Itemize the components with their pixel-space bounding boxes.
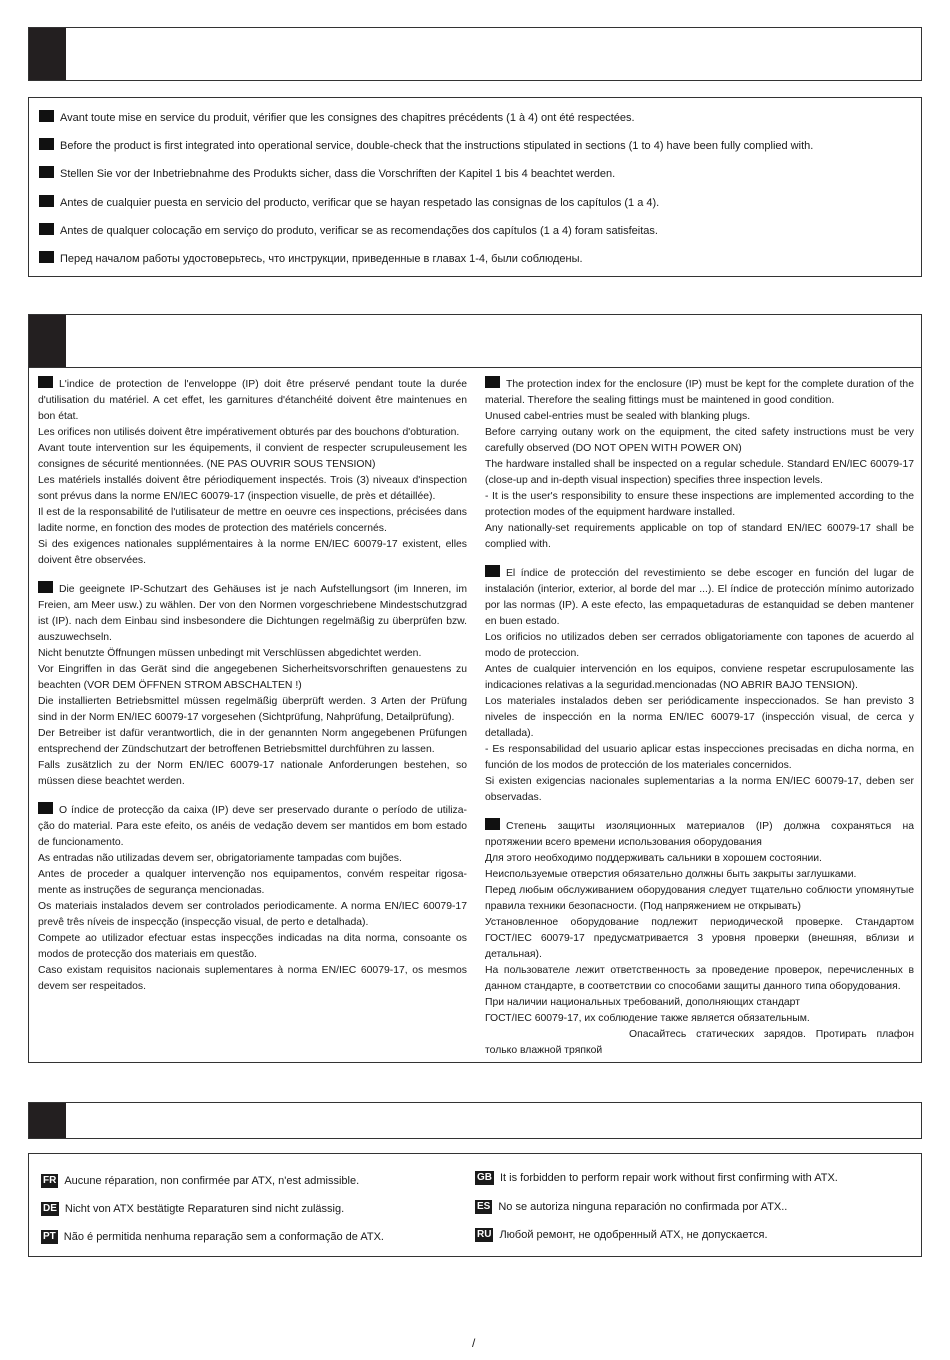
s1-text-fr: Avant toute mise en service du produit, vérifier que les consignes des chapitres précédents (1 à 4) ont été respectées. xyxy=(60,112,635,124)
para-pt xyxy=(38,802,467,995)
para-fr-line: Les matériels installés doivent être périodiquement inspectés. Trois (3) niveaux d'inspection sont prévus dans la norme EN/IEC 60079-17 (inspection visuelle, de près et détaillée). xyxy=(38,475,467,502)
repair-text-pt: Não é permitida nenhuma reparação sem a conformação de ATX. xyxy=(63,1231,384,1243)
bullet-square-icon xyxy=(39,110,54,122)
bullet-square-icon xyxy=(38,802,53,814)
s1-line-de xyxy=(39,164,921,192)
section1-header xyxy=(28,27,922,81)
s1-text-pt: Antes de qualquer colocação em serviço do produto, verificar se as recomendações dos capítulos (1 a 4) foram satisfeitas. xyxy=(60,224,658,237)
para-de-line xyxy=(38,581,467,646)
bullet-square-icon xyxy=(39,166,54,178)
para-es-line xyxy=(485,565,914,630)
para-fr-line: Avant toute intervention sur les équipements, il convient de respecter scrupuleusement les consignes de sécurité mentionnées. (NE PAS OUVRIR SOUS TENSION) xyxy=(38,443,467,470)
lang-badge-de: DE xyxy=(43,1203,57,1214)
para-es-line: Los materiales instalados deben ser periódicamente inspeccionados. Se han previsto 3 niveles de inspección en la norma EN/IEC 60079-17 (inspección visual, de cerca y detallada). xyxy=(485,696,914,739)
para-ru xyxy=(485,818,914,1059)
para-en xyxy=(485,376,914,553)
bullet-square-icon xyxy=(485,565,500,577)
para-es-text: El índice de protección del revestimiento se debe escoger en función del lugar de instalación (interior, exterior, al borde del mar ...). El índice de protección mínimo autorizado por las normas (IP). A este efecto, las empaquetaduras de estanquidad se deben mantener en buen estado. xyxy=(485,568,914,627)
para-en-line: Unused cabel-entries must be sealed with blanking plugs. xyxy=(485,411,751,422)
section3-box xyxy=(28,1153,922,1257)
para-fr xyxy=(38,376,467,569)
para-de xyxy=(38,581,467,790)
bullet-square-icon xyxy=(38,376,53,388)
section2-header xyxy=(28,314,922,368)
repair-text-de: Nicht von ATX bestätigte Reparaturen sind nicht zulässig. xyxy=(64,1203,345,1215)
para-es-line: - Es responsabilidad del usuario aplicar estas inspecciones precisadas en dicha norma, en función de los modos de protección de los materiales concernidos. xyxy=(485,744,914,771)
repair-line-pt xyxy=(41,1228,384,1246)
para-de-line: Vor Eingriffen in das Gerät sind die angegebenen Sicherheitsvorschriften genauestens zu beachten (VOR DEM ÖFFNEN STROM ABSCHALTEN !) xyxy=(38,664,467,691)
s1-line-es xyxy=(39,193,921,221)
para-pt-line xyxy=(38,802,467,851)
para-ru-line: Установленное оборудование подлежит периодической проверке. Стандартом ГОСТ/IEC 60079-17 предусматривается 3 уровня проверки (внешняя, вблизи и детальная). xyxy=(485,917,914,960)
para-de-line: Nicht benutzte Öffnungen müssen unbedingt mit Verschlüssen abgedichtet werden. xyxy=(38,648,422,659)
s1-line-ru xyxy=(39,249,921,277)
para-es xyxy=(485,565,914,806)
para-fr-line: Il est de la responsabilité de l'utilisateur de mettre en oeuvre ces inspections, précisées dans ladite norme, en fonction des modes de protection des matériels concernés. xyxy=(38,507,467,534)
page-number: / xyxy=(472,1336,476,1350)
para-de-line: Falls zusätzlich zu der Norm EN/IEC 60079-17 nationale Anforderungen bestehen, so müssen diese beachtet werden. xyxy=(38,760,467,787)
s1-text-ru: Перед началом работы удостоверьтесь, что инструкции, приведенные в главах 1-4, были соблюдены. xyxy=(60,252,583,265)
bullet-square-icon xyxy=(39,195,54,207)
para-de-line: Die installierten Betriebsmittel müssen regelmäßig überprüft werden. 3 Arten der Prüfung sind in der Norm EN/IEC 60079-17 vorgesehen (Sichtprüfung, Nahprüfung, Detailprüfung). xyxy=(38,696,467,723)
lang-badge-pt: PT xyxy=(43,1231,56,1242)
s1-line-fr xyxy=(39,108,921,136)
s1-text-de: Stellen Sie vor der Inbetriebnahme des Produkts sicher, dass die Vorschriften der Kapitel 1 bis 4 beachtet werden. xyxy=(60,168,616,181)
bullet-square-icon xyxy=(39,251,54,263)
para-en-line: Before carrying outany work on the equipment, the cited safety instructions must be very carefully observed (DO NOT OPEN WITH POWER ON) xyxy=(485,427,914,454)
para-de-text: Die geeignete IP-Schutzart des Gehäuses ist je nach Aufstellungsort (im Inneren, im Freien, am Meer usw.) zu wählen. Der von den Normen vorgeschriebene Mindestschutzgrad ist (IP). nach dem Einbau sind insbesondere die Dichtungen regelmäßig zu überprüfen bzw. auszuwechseln. xyxy=(38,584,467,643)
para-fr-line: Si des exigences nationales supplémentaires à la norme EN/IEC 60079-17 existent, elles doivent être observées. xyxy=(38,539,467,566)
para-en-line: The hardware installed shall be inspected on a regular schedule. Standard EN/IEC 60079-17 (close-up and in-depth visual inspection) specifies three inspection levels. xyxy=(485,459,914,486)
repair-line-de xyxy=(41,1200,344,1218)
repair-text-fr: Aucune réparation, non confirmée par ATX, n'est admissible. xyxy=(64,1175,360,1187)
s1-text-es: Antes de cualquier puesta en servicio del producto, verificar que se hayan respetado las consignas de los capítulos (1 a 4). xyxy=(60,196,660,209)
para-pt-line: Os materiais instalados devem ser controlados periodicamente. A norma EN/IEC 60079-17 prevê três níveis de inspecção (inspecção visual, de perto e detalhada). xyxy=(38,901,467,928)
para-es-line: Si existen exigencias nacionales suplementarias a la norma EN/IEC 60079-17, deben ser observadas. xyxy=(485,776,914,803)
para-es-line: Antes de cualquier intervención en los equipos, conviene respetar escrupulosamente las indicaciones relativas a la seguridad.mencionadas (NO ABRIR BAJO TENSION). xyxy=(485,664,914,691)
repair-text-es: No se autoriza ninguna reparación no confirmada por ATX.. xyxy=(498,1201,788,1213)
para-ru-line: Для этого необходимо поддерживать сальники в хорошем состоянии. xyxy=(485,853,822,864)
para-es-line: Los orificios no utilizados deben ser cerrados obligatoriamente con tapones de acuerdo al modo de proteccion. xyxy=(485,632,914,659)
para-fr-line xyxy=(38,376,467,425)
section2-header-tab xyxy=(29,315,66,367)
bullet-square-icon xyxy=(39,138,54,150)
s1-line-en xyxy=(39,136,921,164)
repair-text-gb: It is forbidden to perform repair work without first confirming with ATX. xyxy=(500,1172,838,1184)
para-ru-line: Неиспользуемые отверстия обязательно должны быть закрыты заглушками. xyxy=(485,869,857,880)
s1-text-en: Before the product is first integrated into operational service, double-check that the instructions stipulated in sections (1 to 4) have been fully complied with. xyxy=(60,140,814,153)
para-fr-text: L'indice de protection de l'enveloppe (IP) doit être préservé pendant toute la durée d'utilisation du matériel. A cet effet, les garnitures d'étanchéité doivent être maintenues en bon état. xyxy=(38,379,467,422)
para-ru-line: На пользователе лежит ответственность за проведение проверок, перечисленных в данном стандарте, в соответствии со способами защиты данного типа оборудования. xyxy=(485,965,914,992)
para-pt-line: Caso existam requisitos nacionais suplementares à norma EN/IEC 60079-17, os mesmos devem ser respeitados. xyxy=(38,965,467,992)
para-en-line: - It is the user's responsibility to ensure these inspections are implemented according to the protection modes of the equipment hardware installed. xyxy=(485,491,914,518)
repair-line-fr xyxy=(41,1172,359,1190)
para-pt-line: Compete ao utilizador efectuar estas inspecções indicadas na dita norma, consoante os modos de protecção dos materiais em questão. xyxy=(38,933,467,960)
section3-header-tab xyxy=(29,1103,66,1138)
para-ru-line: При наличии национальных требований, дополняющих стандарт xyxy=(485,997,800,1008)
para-ru-line xyxy=(485,818,914,851)
lang-badge-ru: RU xyxy=(477,1229,492,1240)
repair-line-gb xyxy=(475,1169,838,1187)
para-pt-line: As entradas não utilizadas devem ser, obrigatoriamente tampadas com bujões. xyxy=(38,853,402,864)
section1-header-tab xyxy=(29,28,66,80)
para-ru-line: Перед любым обслуживанием оборудования следует тщательно соблюсти упомянутые правила техники безопасности. (Под напряжением не открывать) xyxy=(485,885,914,912)
para-fr-line: Les orifices non utilisés doivent être impérativement obturés par des bouchons d'obturation. xyxy=(38,427,460,438)
para-ru-line: Опасайтесь статических зарядов. Протирать плафон только влажной тряпкой xyxy=(485,1029,914,1056)
repair-line-es xyxy=(475,1198,787,1216)
para-pt-text: O índice de protecção da caixa (IP) deve ser preservado durante o período de utiliza-ção do material. Para este efeito, os anéis de vedação devem ser mantidos em bom estado de funcionamento. xyxy=(38,805,467,848)
para-en-line: Any nationally-set requirements applicable on top of standard EN/IEC 60079-17 shall be complied with. xyxy=(485,523,914,550)
bullet-square-icon xyxy=(485,818,500,830)
para-de-line: Der Betreiber ist dafür verantwortlich, die in der genannten Norm angegebenen Prüfungen entsprechend der Zündschutzart der betroffenen Betriebsmittel durchführen zu lassen. xyxy=(38,728,467,755)
para-pt-line: Antes de proceder a qualquer intervenção nos equipamentos, convém respeitar rigosa-mente as instruções de segurança mencionadas. xyxy=(38,869,467,896)
para-ru-text: Степень защиты изоляционных материалов (IP) должна сохраняться на протяжении всего времени использования оборудования xyxy=(485,821,914,848)
repair-line-ru xyxy=(475,1226,768,1244)
lang-badge-es: ES xyxy=(477,1201,491,1212)
lang-badge-gb: GB xyxy=(477,1172,492,1183)
bullet-square-icon xyxy=(485,376,500,388)
bullet-square-icon xyxy=(38,581,53,593)
section2-box xyxy=(28,367,922,1063)
para-en-text: The protection index for the enclosure (IP) must be kept for the complete duration of the material. Therefore the sealing fittings must be maintened in good condition. xyxy=(485,379,914,406)
bullet-square-icon xyxy=(39,223,54,235)
s1-line-pt xyxy=(39,221,921,249)
section2-right-column xyxy=(485,376,914,1071)
para-en-line xyxy=(485,376,914,409)
para-ru-line: ГОСТ/IEC 60079-17, их соблюдение также является обязательным. xyxy=(485,1013,810,1024)
repair-text-ru: Любой ремонт, не одобренный ATX, не допускается. xyxy=(499,1229,768,1241)
section3-header xyxy=(28,1102,922,1139)
section1-box xyxy=(28,97,922,277)
lang-badge-fr: FR xyxy=(43,1175,57,1186)
section2-left-column xyxy=(38,376,467,1007)
